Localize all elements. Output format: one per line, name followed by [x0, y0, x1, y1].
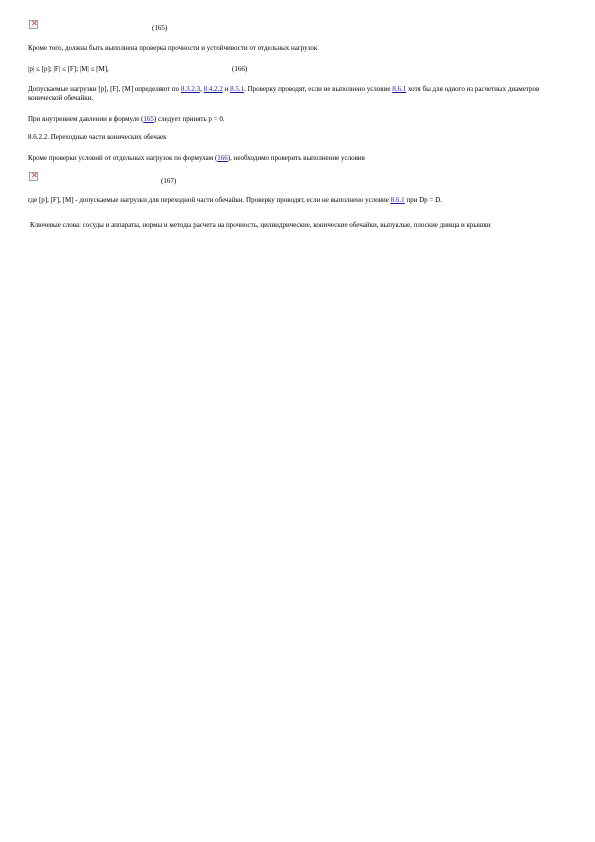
- paragraph-check-conditions: [28, 154, 575, 163]
- broken-image-icon: ✕: [31, 171, 38, 180]
- paragraph-internal-pressure: [28, 115, 575, 124]
- para2-text-4: . Проверку проводят, если не выполнено условие: [244, 85, 393, 93]
- para3-text-1: При внутреннем давлении в формуле (: [28, 115, 144, 123]
- para3-text-2: ) следует принять p = 0.: [153, 115, 225, 123]
- section-heading: 8.6.2.2. Переходные части конических обечаек: [28, 133, 167, 141]
- link-8-6-1[interactable]: 8.6.1: [392, 85, 407, 93]
- link-8-5-1[interactable]: 8.5.1: [230, 85, 245, 93]
- equation-number-167: (167): [161, 177, 177, 185]
- link-8-4-2-2[interactable]: 8.4.2.2: [203, 85, 223, 93]
- link-formula-166[interactable]: 166: [217, 154, 228, 162]
- para4-text-1: Кроме проверки условий от отдельных нагрузок по формулам (: [28, 154, 218, 162]
- link-formula-165[interactable]: 165: [143, 115, 154, 123]
- inequality-text: |p| ≤ [p]; |F| ≤ [F]; |M| ≤ [M],: [28, 65, 109, 73]
- para2-text-3: и: [222, 85, 231, 93]
- paragraph-strength-check: Кроме того, должна быть выполнена проверка прочности и устойчивости от отдельных нагрузок: [28, 44, 318, 52]
- link-8-6-1-b[interactable]: 8.6.1: [390, 196, 405, 204]
- para2-text-2: ,: [200, 85, 204, 93]
- para5-text-1: где [p], [F], [M] - допускаемые нагрузки для переходной части обечайки. Проверку проводят, если не выполнено условие: [28, 196, 391, 204]
- broken-image-icon: ✕: [31, 19, 38, 28]
- keywords: Ключевые слова: сосуды и аппараты, нормы и методы расчета на прочность, цилиндрические, конические обечайки, выпуклые, плоские днища и крышки: [30, 221, 491, 229]
- para4-text-2: ), необходимо проверить выполнение условия: [227, 154, 365, 162]
- paragraph-transition-loads: [28, 196, 575, 205]
- equation-number-165: (165): [152, 24, 168, 32]
- para2-text-5: хотя бы для одного из расчетных диаметров конической обечайки.: [28, 85, 540, 102]
- link-8-3-2-3[interactable]: 8.3.2.3: [180, 85, 201, 93]
- inequality-line: [28, 65, 575, 74]
- para5-text-2: при Dр = D.: [404, 196, 442, 204]
- paragraph-allowable-loads: [28, 85, 575, 103]
- equation-number-166: (166): [232, 65, 248, 73]
- para2-text-1: Допускаемые нагрузки [p], [F], [M] определяют по: [28, 85, 181, 93]
